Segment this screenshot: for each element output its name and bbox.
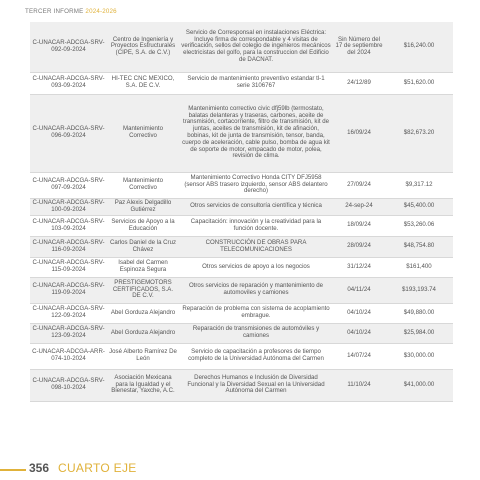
cell-amount: $51,620.00	[385, 72, 453, 94]
cell-date: 31/12/24	[333, 257, 385, 277]
cell-amount: $30,000.00	[385, 343, 453, 369]
table-row	[30, 22, 453, 72]
table-row	[30, 94, 453, 172]
cell-provider: Mantenimiento Correctivo	[107, 172, 179, 198]
table-row	[30, 303, 453, 323]
cell-date: 18/09/24	[333, 215, 385, 236]
cell-amount: $41,000.00	[385, 369, 453, 401]
cell-date: 14/07/24	[333, 343, 385, 369]
cell-date: 04/10/24	[333, 323, 385, 343]
cell-provider: Abel Gorduza Alejandro	[107, 323, 179, 343]
cell-date: 24-sep-24	[333, 198, 385, 215]
cell-provider: Isabel del Carmen Espinoza Segura	[107, 257, 179, 277]
cell-contract-code: C-UNACAR-ADCGA-SRV-100-09-2024	[30, 198, 107, 215]
table-row	[30, 343, 453, 369]
cell-amount: $193,193.74	[385, 277, 453, 303]
header-label: TERCER INFORME	[25, 8, 84, 15]
cell-description: Otros servicios de reparación y mantenimiento de automoviles y camiones	[179, 277, 333, 303]
table-row	[30, 236, 453, 257]
cell-contract-code: C-UNACAR-ADCGA-SRV-115-09-2024	[30, 257, 107, 277]
cell-amount: $16,240.00	[385, 22, 453, 72]
contracts-table	[30, 22, 453, 402]
cell-contract-code: C-UNACAR-ADCGA-SRV-122-09-2024	[30, 303, 107, 323]
cell-description: Servicio de mantenimiento preventivo estandar tl-1 serie 3106767	[179, 72, 333, 94]
header-years: 2024-2026	[85, 8, 117, 15]
cell-description: Servicio de capacitación a profesores de tiempo completo de la Universidad Autónoma del Carmen	[179, 343, 333, 369]
cell-contract-code: C-UNACAR-ADCGA-SRV-098-10-2024	[30, 369, 107, 401]
section-title: CUARTO EJE	[58, 461, 137, 475]
table-row	[30, 215, 453, 236]
cell-amount: $49,880.00	[385, 303, 453, 323]
cell-description: Reparación de transmisiones de automóviles y camiones	[179, 323, 333, 343]
table-row	[30, 172, 453, 198]
cell-description: Mantenimiento Correctivo Honda CITY DFJ5958 (sensor ABS trasero izquierdo, sensor ABS delantero derecho)	[179, 172, 333, 198]
cell-contract-code: C-UNACAR-ADCGA-SRV-103-09-2024	[30, 215, 107, 236]
cell-amount: $82,673.20	[385, 94, 453, 172]
cell-contract-code: C-UNACAR-ADCGA-SRV-119-09-2024	[30, 277, 107, 303]
cell-date: 27/09/24	[333, 172, 385, 198]
cell-description: Derechos Humanos e Inclusión de Diversidad Funcional y la Diversidad Sexual en la Universidad Autónoma del Carmen	[179, 369, 333, 401]
cell-contract-code: C-UNACAR-ADCGA-SRV-096-09-2024	[30, 94, 107, 172]
running-header	[25, 8, 117, 15]
table-row	[30, 277, 453, 303]
cell-description: Otros servicios de consultoría científica y técnica	[179, 198, 333, 215]
cell-provider: Asociación Mexicana para la Igualdad y el Bienestar, Yaxche, A.C.	[107, 369, 179, 401]
cell-provider: Mantenimiento Correctivo	[107, 94, 179, 172]
cell-provider: Servicios de Apoyo a la Educación	[107, 215, 179, 236]
cell-amount: $48,754.80	[385, 236, 453, 257]
cell-contract-code: C-UNACAR-ADCGA-SRV-116-09-2024	[30, 236, 107, 257]
page-number: 356	[29, 461, 50, 475]
cell-date: 04/10/24	[333, 303, 385, 323]
footer-accent-rule	[0, 469, 26, 471]
cell-date: Sin Número del 17 de septiembre del 2024	[333, 22, 385, 72]
cell-date: 11/10/24	[333, 369, 385, 401]
cell-contract-code: C-UNACAR-ADCGA-SRV-093-09-2024	[30, 72, 107, 94]
cell-provider: HI-TEC CNC MEXICO, S.A. DE C.V.	[107, 72, 179, 94]
cell-amount: $25,984.00	[385, 323, 453, 343]
table-row	[30, 323, 453, 343]
table-row	[30, 72, 453, 94]
cell-amount: $161,400	[385, 257, 453, 277]
table-row	[30, 257, 453, 277]
cell-contract-code: C-UNACAR-ADCGA-SRV-097-09-2024	[30, 172, 107, 198]
page-footer	[0, 460, 480, 476]
cell-contract-code: C-UNACAR-ADCGA-SRV-092-09-2024	[30, 22, 107, 72]
cell-description: Otros servicios de apoyo a los negocios	[179, 257, 333, 277]
cell-contract-code: C-UNACAR-ADCGA-ARR-074-10-2024	[30, 343, 107, 369]
cell-date: 24/12/89	[333, 72, 385, 94]
cell-description: Reparación de problema con sistema de acoplamiento embrague.	[179, 303, 333, 323]
table-row	[30, 369, 453, 401]
table-row	[30, 198, 453, 215]
cell-provider: Centro de Ingeniería y Proyectos Estructurales (CIPE, S.A. de C.V.)	[107, 22, 179, 72]
cell-date: 16/09/24	[333, 94, 385, 172]
cell-provider: Carlos Daniel de la Cruz Chávez	[107, 236, 179, 257]
cell-provider: Abel Gorduza Alejandro	[107, 303, 179, 323]
cell-description: Servicio de Corresponsal en instalaciones Eléctrica: Incluye firma de correspondable y 4 visitas de verificación, sellos del colegio de ingenieros mecánicos electricistas del golfo, para la construccion del Edificio de DACNAT.	[179, 22, 333, 72]
cell-description: Mantenimiento correctivo civic dfj59lb (termostato, balatas delanteras y traseras, carbones, aceite de transmisión, cortacorriente, filtro de transmisión, kit de juntas, aceites de transmisión, kit de afinación, bobinas, kit de junta de transmisión, tensor, banda, cuerpo de aceleración, cable pulso, bomba de agua kit de soporte de motor, empacado de motor, polea, revisión de clima.	[179, 94, 333, 172]
cell-amount: $9,317.12	[385, 172, 453, 198]
cell-date: 28/09/24	[333, 236, 385, 257]
cell-amount: $45,400.00	[385, 198, 453, 215]
cell-description: CONSTRUCCIÓN DE OBRAS PARA TELECOMUNICACIONES	[179, 236, 333, 257]
cell-amount: $53,260.06	[385, 215, 453, 236]
cell-provider: Paz Alexis Delgadillo Gutiérrez	[107, 198, 179, 215]
cell-contract-code: C-UNACAR-ADCGA-SRV-123-09-2024	[30, 323, 107, 343]
cell-date: 04/11/24	[333, 277, 385, 303]
cell-provider: PRESTIGEMOTORS CERTIFICADOS, S.A. DE C.V.	[107, 277, 179, 303]
cell-description: Capacitación: innovación y la creatividad para la función docente.	[179, 215, 333, 236]
cell-provider: José Alberto Ramírez De León	[107, 343, 179, 369]
